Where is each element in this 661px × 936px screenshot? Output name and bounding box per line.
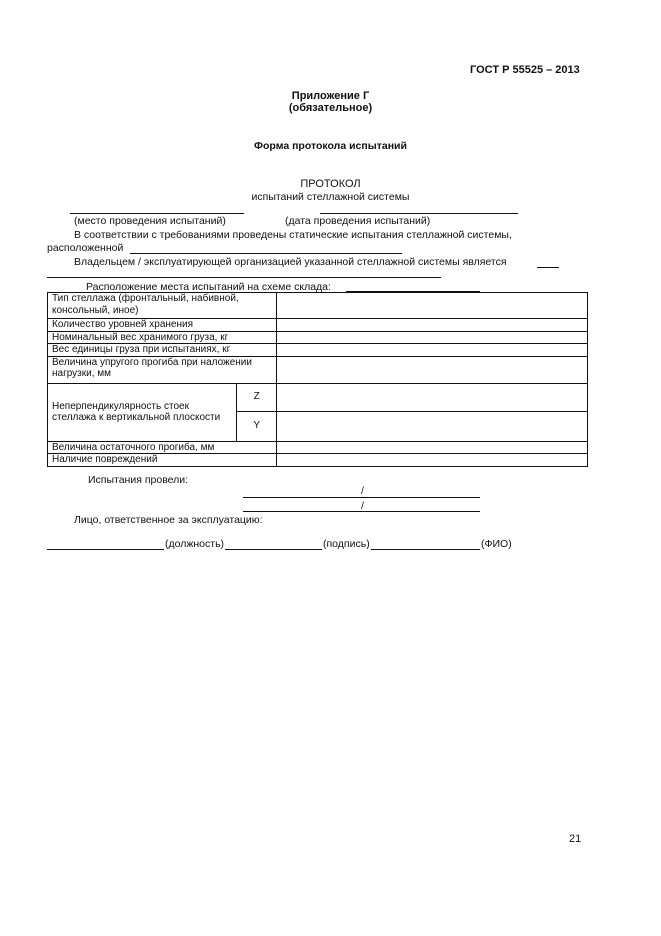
signature-slash-1: / [361,485,364,497]
document-code: ГОСТ Р 55525 – 2013 [470,64,580,76]
value-cell-storage-levels[interactable] [277,319,588,332]
location-address-line[interactable] [130,253,402,254]
signature-label: (подпись) [323,538,370,550]
value-cell-rack-type[interactable] [277,293,588,319]
appendix-subtitle: (обязательное) [288,102,373,114]
tester-signature-line-1[interactable] [243,497,480,498]
table-row [48,293,588,319]
test-parameters-table [47,292,588,467]
row-label-elastic-deflection: Величина упругого прогиба при наложении нагрузки, мм [48,356,277,383]
form-title: Форма протокола испытаний [254,140,407,152]
row-label-residual-deflection: Величина остаточного прогиба, мм [48,441,277,454]
owner-field-line[interactable] [47,277,441,278]
value-cell-elastic-deflection[interactable] [277,356,588,383]
value-cell-axis-z[interactable] [277,383,588,411]
table-row [48,356,588,383]
value-cell-nominal-weight[interactable] [277,331,588,344]
full-name-label: (ФИО) [481,538,512,550]
location-text: Расположение места испытаний на схеме склада: [86,281,331,293]
table-row [48,331,588,344]
date-field-line[interactable] [320,213,518,214]
row-label-rack-type: Тип стеллажа (фронтальный, набивной, консольный, иное) [48,293,277,319]
axis-label-y: Y [237,411,277,441]
row-label-damage: Наличие повреждений [48,454,277,467]
appendix-title: Приложение Г [291,90,370,102]
owner-inline-line[interactable] [537,267,559,268]
value-cell-residual-deflection[interactable] [277,441,588,454]
responsible-signature-line[interactable] [47,549,513,550]
intro-text-line2: расположенной [47,242,124,254]
row-label-nominal-weight: Номинальный вес хранимого груза, кг [48,331,277,344]
responsible-person-label: Лицо, ответственное за эксплуатацию: [74,514,263,526]
table-row [48,319,588,332]
row-label-test-unit-weight: Вес единицы груза при испытаниях, кг [48,344,277,357]
table-row [48,441,588,454]
value-cell-damage[interactable] [277,454,588,467]
row-label-nonperpendicularity: Неперпендикулярность стоек стеллажа к вертикальной плоскости [48,383,237,441]
protocol-subtitle: испытаний стеллажной системы [251,191,410,203]
row-label-storage-levels: Количество уровней хранения [48,319,277,332]
protocol-title: ПРОТОКОЛ [300,178,361,190]
signature-slash-2: / [361,500,364,512]
position-label: (должность) [165,538,225,550]
tester-signature-line-2[interactable] [243,511,480,512]
intro-text-line1: В соответствии с требованиями проведены статические испытания стеллажной системы, [74,229,512,241]
tests-conducted-label: Испытания провели: [88,474,189,486]
table-row [48,344,588,357]
axis-label-z: Z [237,383,277,411]
table-row [48,383,588,411]
value-cell-axis-y[interactable] [277,411,588,441]
page-number: 21 [569,833,582,845]
place-label: (место проведения испытаний) [74,215,226,227]
table-row [48,454,588,467]
place-field-line[interactable] [70,213,244,214]
value-cell-test-unit-weight[interactable] [277,344,588,357]
owner-text: Владельцем / эксплуатирующей организацией указанной стеллажной системы является [74,256,507,268]
date-label: (дата проведения испытаний) [285,215,431,227]
